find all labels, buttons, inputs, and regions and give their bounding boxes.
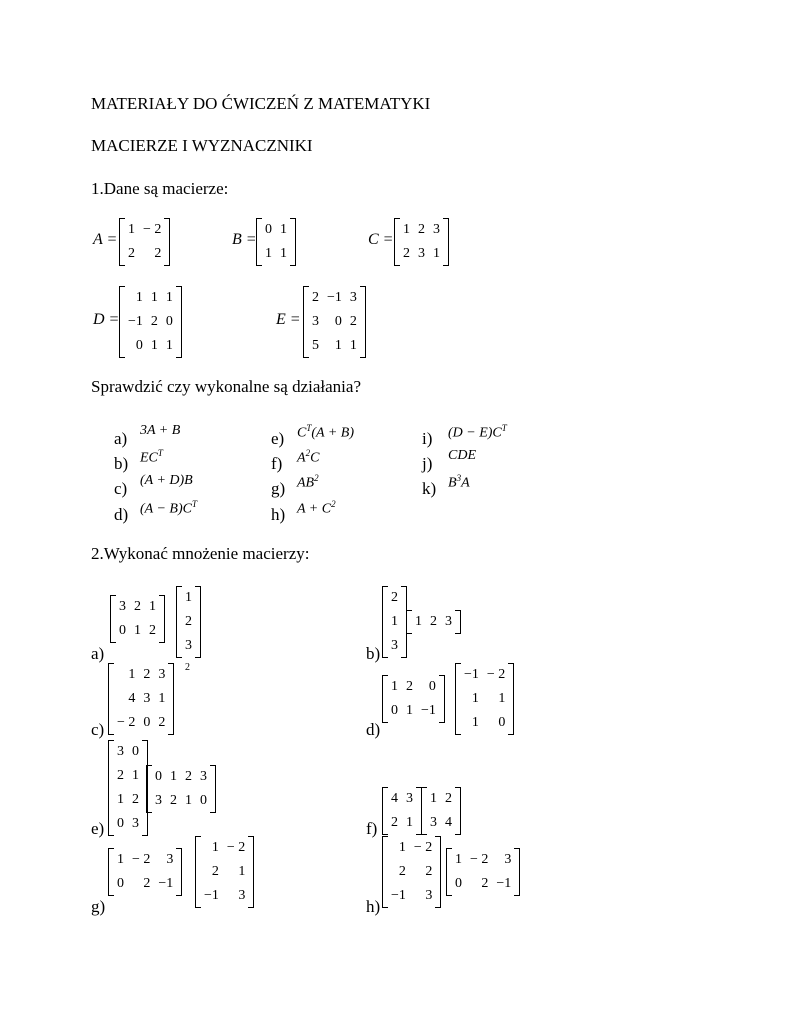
matrix-row <box>261 218 291 242</box>
matrix-row <box>181 610 196 634</box>
operation-label: d) <box>114 505 129 524</box>
matrix-cell: 2 <box>425 864 433 879</box>
product-label: b) <box>366 644 381 663</box>
matrix-cell: 3 <box>349 290 357 305</box>
matrix-row <box>124 242 165 266</box>
matrix-row <box>200 836 249 860</box>
matrix-cell: 2 <box>185 614 192 629</box>
matrix-cell: 2 <box>391 815 398 830</box>
right-bracket <box>514 848 520 896</box>
left-bracket <box>382 675 388 723</box>
section1-title: 1.Dane są macierze: <box>91 179 229 198</box>
matrix-cell: 1 <box>238 864 246 879</box>
matrix-row <box>387 610 402 634</box>
matrix-cell: 3 <box>504 852 512 867</box>
operation-superscript: 3 <box>456 473 462 483</box>
product-left-matrix <box>382 836 441 908</box>
matrix-cell: 2 <box>349 314 357 329</box>
matrix-cell: − 2 <box>486 667 506 682</box>
matrix-cell: 3 <box>200 769 207 784</box>
matrix-cell: 0 <box>117 876 124 891</box>
matrix-row <box>387 811 417 835</box>
operation-expression-main: CDE <box>448 448 476 463</box>
matrix-cell: 1 <box>471 691 479 706</box>
matrix-cell: 2 <box>132 792 139 807</box>
matrix-cell: 1 <box>391 679 398 694</box>
left-bracket <box>382 586 388 658</box>
matrix-cell: 1 <box>406 703 413 718</box>
product-label: h) <box>366 897 381 916</box>
matrix-row <box>308 310 361 334</box>
matrix-row <box>387 675 440 699</box>
matrix-cell: − 2 <box>226 840 246 855</box>
operation-label: b) <box>114 454 129 473</box>
right-bracket <box>508 663 514 735</box>
matrix-row <box>113 687 169 711</box>
left-bracket <box>382 787 388 835</box>
product-left-matrix <box>382 675 445 723</box>
product-left-matrix <box>108 848 182 896</box>
matrix-row <box>113 872 177 896</box>
right-bracket <box>455 610 461 634</box>
matrix-row <box>387 860 436 884</box>
matrix-b-name: B = <box>232 231 257 248</box>
matrix-cell: 1 <box>498 691 506 706</box>
operation-expression-main: 3A + B <box>140 423 181 438</box>
matrix-cell: 3 <box>445 614 452 629</box>
operation-superscript: T <box>501 423 507 433</box>
operation-expression-main: (D − E)C <box>448 425 502 441</box>
left-bracket <box>195 836 201 908</box>
matrix-cell: 2 <box>398 864 406 879</box>
matrix-cell: 1 <box>349 338 357 353</box>
matrix-cell: 3 <box>418 246 425 261</box>
matrix-cell: 2 <box>211 864 219 879</box>
left-bracket <box>110 595 116 643</box>
operation-label: c) <box>114 479 128 498</box>
left-bracket <box>406 610 412 634</box>
matrix-row <box>460 711 509 735</box>
left-bracket <box>108 740 114 836</box>
product-right-matrix <box>446 848 520 896</box>
operation-expression-tail: C <box>310 450 320 466</box>
matrix-cell: 1 <box>415 614 422 629</box>
right-bracket <box>439 675 445 723</box>
matrix-cell: 2 <box>185 769 192 784</box>
matrix-cell: 0 <box>428 679 436 694</box>
matrix-cell: 0 <box>165 314 173 329</box>
matrix-cell: 3 <box>185 638 192 653</box>
matrix-cell: 3 <box>391 638 398 653</box>
matrix-cell: 0 <box>391 703 398 718</box>
matrix-row <box>387 787 417 811</box>
matrix-cell: 1 <box>471 715 479 730</box>
operation-expression-main: AB <box>297 475 315 491</box>
matrix-cell: 1 <box>117 852 124 867</box>
matrix-row <box>124 334 177 358</box>
matrix-cell: 2 <box>154 246 162 261</box>
operation-superscript: T <box>306 423 312 433</box>
matrix-cell: 1 <box>170 769 177 784</box>
matrix-row <box>115 619 160 643</box>
operation-expression <box>448 449 476 463</box>
operation-superscript: 2 <box>305 448 311 458</box>
left-bracket <box>108 848 114 896</box>
matrix-row <box>426 811 456 835</box>
matrix-cell: 1 <box>132 768 139 783</box>
matrix-cell: 1 <box>150 290 158 305</box>
matrix-row <box>113 788 143 812</box>
matrix-cell: 0 <box>119 623 126 638</box>
operation-label: j) <box>422 454 433 473</box>
matrix-cell: 1 <box>128 222 135 237</box>
matrix-cell: − 2 <box>117 715 136 730</box>
matrix-cell: 3 <box>158 667 166 682</box>
matrix-cell: 1 <box>165 338 173 353</box>
matrix-e-name: E = <box>276 311 301 328</box>
matrix-cell: 3 <box>406 791 413 806</box>
right-bracket <box>443 218 449 266</box>
matrix-cell: 1 <box>280 222 287 237</box>
matrix-cell: 3 <box>425 888 433 903</box>
operation-expression-main: (A − B)C <box>140 501 192 517</box>
product-right-matrix <box>195 836 254 908</box>
matrix-row <box>181 586 196 610</box>
product-label: g) <box>91 897 106 916</box>
matrix-row <box>113 663 169 687</box>
matrix-cell: 1 <box>430 791 437 806</box>
operation-label: h) <box>271 505 286 524</box>
matrix-row <box>308 286 361 310</box>
matrix-cell: 1 <box>149 599 156 614</box>
product-left-matrix <box>108 740 148 836</box>
matrix-cell: 1 <box>185 590 192 605</box>
matrix-cell: 4 <box>128 691 136 706</box>
operation-expression <box>448 424 507 441</box>
matrix-e <box>303 286 366 358</box>
matrix-cell: 0 <box>334 314 342 329</box>
operation-expression <box>297 424 354 441</box>
matrix-cell: − 2 <box>143 222 162 237</box>
left-bracket <box>256 218 262 266</box>
product-right-matrix <box>406 610 461 634</box>
matrix-row <box>451 872 515 896</box>
operation-superscript: 2 <box>314 473 319 483</box>
matrix-cell: 2 <box>150 314 158 329</box>
product-label: f) <box>366 819 378 838</box>
operation-expression <box>448 474 470 491</box>
product-left-matrix <box>382 586 407 658</box>
matrix-cell: 1 <box>185 793 192 808</box>
right-bracket <box>210 765 216 813</box>
matrix-cell: 0 <box>143 715 151 730</box>
right-bracket <box>159 595 165 643</box>
matrix-d-name: D = <box>93 311 120 328</box>
left-bracket <box>382 836 388 908</box>
matrix-cell: 3 <box>430 815 437 830</box>
matrix-row <box>124 310 177 334</box>
matrix-cell: −1 <box>327 290 342 305</box>
matrix-a <box>119 218 170 266</box>
matrix-cell: 1 <box>150 338 158 353</box>
matrix-row <box>387 634 402 658</box>
right-bracket <box>164 218 170 266</box>
right-bracket <box>176 848 182 896</box>
matrix-cell: 3 <box>238 888 246 903</box>
product-right-matrix <box>146 765 216 813</box>
operation-expression <box>297 449 319 466</box>
operation-expression-main: A + C <box>297 501 332 517</box>
matrix-row <box>181 634 196 658</box>
matrix-cell: 2 <box>143 876 151 891</box>
matrix-row <box>387 884 436 908</box>
matrix-cell: 1 <box>165 290 173 305</box>
operation-expression <box>297 500 336 517</box>
matrix-cell: 2 <box>403 246 410 261</box>
matrix-cell: 0 <box>135 338 143 353</box>
matrix-c-name: C = <box>368 231 394 248</box>
matrix-cell: 1 <box>128 667 136 682</box>
product-right-matrix <box>421 787 461 835</box>
matrix-cell: 1 <box>391 614 398 629</box>
matrix-cell: 1 <box>455 852 462 867</box>
matrix-cell: −1 <box>421 703 436 718</box>
matrix-cell: 1 <box>211 840 219 855</box>
matrix-row <box>113 740 143 764</box>
operation-label: g) <box>271 479 286 498</box>
matrix-cell: 1 <box>117 792 124 807</box>
matrix-cell: 0 <box>498 715 506 730</box>
matrix-cell: 2 <box>445 791 452 806</box>
matrix-cell: 5 <box>312 338 319 353</box>
matrix-row <box>113 764 143 788</box>
matrix-cell: 0 <box>132 744 139 759</box>
matrix-cell: 3 <box>155 793 162 808</box>
matrix-cell: 2 <box>418 222 425 237</box>
operation-expression-main: A <box>297 450 306 466</box>
matrix-row <box>151 789 211 813</box>
matrix-cell: 3 <box>119 599 126 614</box>
matrix-cell: 3 <box>117 744 124 759</box>
matrix-cell: 1 <box>433 246 440 261</box>
matrix-cell: 3 <box>433 222 440 237</box>
matrix-cell: 4 <box>391 791 398 806</box>
right-bracket <box>248 836 254 908</box>
operation-expression-main: EC <box>140 450 158 466</box>
matrix-row <box>124 286 177 310</box>
operation-label: a) <box>114 429 128 448</box>
right-bracket <box>290 218 296 266</box>
operation-expression-main: (A + D)B <box>140 473 193 488</box>
matrix-cell: 1 <box>134 623 141 638</box>
matrix-cell: −1 <box>158 876 174 891</box>
product-left-matrix <box>110 595 165 643</box>
product-left-matrix <box>108 663 174 735</box>
matrix-row <box>387 699 440 723</box>
product-right-matrix <box>176 586 201 658</box>
matrix-row <box>411 610 456 634</box>
matrix-cell: 0 <box>117 816 124 831</box>
matrix-cell: 2 <box>143 667 151 682</box>
product-right-matrix <box>455 663 514 735</box>
matrix-power: 2 <box>185 662 190 673</box>
matrix-cell: −1 <box>204 888 219 903</box>
product-label: d) <box>366 720 381 739</box>
operation-expression-tail: (A + B) <box>311 425 354 441</box>
matrix-cell: 2 <box>406 679 413 694</box>
matrix-cell: 3 <box>166 852 174 867</box>
matrix-cell: 1 <box>280 246 287 261</box>
matrix-cell: 1 <box>334 338 342 353</box>
operation-expression-main: B <box>448 475 457 491</box>
left-bracket <box>119 218 125 266</box>
product-label: a) <box>91 644 105 663</box>
left-bracket <box>146 765 152 813</box>
operation-label: k) <box>422 479 437 498</box>
question-text: Sprawdzić czy wykonalne są działania? <box>91 377 361 396</box>
matrix-row <box>151 765 211 789</box>
matrix-cell: 2 <box>481 876 489 891</box>
matrix-row <box>460 687 509 711</box>
left-bracket <box>303 286 309 358</box>
document-heading: MATERIAŁY DO ĆWICZEŃ Z MATEMATYKI <box>91 94 431 113</box>
matrix-cell: 3 <box>132 816 139 831</box>
matrix-row <box>200 884 249 908</box>
matrix-cell: − 2 <box>413 840 433 855</box>
document-subheading: MACIERZE I WYZNACZNIKI <box>91 136 313 155</box>
left-bracket <box>455 663 461 735</box>
left-bracket <box>394 218 400 266</box>
matrix-row <box>200 860 249 884</box>
operation-label: i) <box>422 429 433 448</box>
matrix-cell: 3 <box>312 314 319 329</box>
right-bracket <box>168 663 174 735</box>
matrix-row <box>399 242 444 266</box>
matrix-cell: 3 <box>143 691 151 706</box>
matrix-row <box>399 218 444 242</box>
matrix-row <box>113 711 169 735</box>
left-bracket <box>421 787 427 835</box>
matrix-cell: −1 <box>128 314 143 329</box>
matrix-cell: 0 <box>455 876 462 891</box>
operation-expression <box>140 449 163 466</box>
right-bracket <box>360 286 366 358</box>
matrix-cell: 0 <box>155 769 162 784</box>
matrix-cell: 2 <box>170 793 177 808</box>
operation-expression <box>140 474 193 488</box>
matrix-cell: −1 <box>391 888 406 903</box>
matrix-cell: 1 <box>406 815 413 830</box>
matrix-cell: −1 <box>464 667 479 682</box>
matrix-cell: 2 <box>134 599 141 614</box>
matrix-c <box>394 218 449 266</box>
left-bracket <box>119 286 125 358</box>
operation-label: f) <box>271 454 283 473</box>
matrix-cell: 2 <box>391 590 398 605</box>
right-bracket <box>176 286 182 358</box>
matrix-cell: 1 <box>135 290 143 305</box>
matrix-row <box>387 586 402 610</box>
matrix-row <box>261 242 291 266</box>
matrix-cell: − 2 <box>470 852 489 867</box>
operation-label: e) <box>271 429 285 448</box>
product-label: e) <box>91 819 105 838</box>
operation-superscript: 2 <box>331 499 336 509</box>
operation-expression <box>140 424 180 438</box>
matrix-row <box>426 787 456 811</box>
matrix-cell: 1 <box>398 840 406 855</box>
matrix-row <box>308 334 361 358</box>
matrix-cell: 2 <box>312 290 319 305</box>
matrix-row <box>124 218 165 242</box>
matrix-cell: 4 <box>445 815 452 830</box>
matrix-row <box>451 848 515 872</box>
matrix-d <box>119 286 182 358</box>
matrix-cell: −1 <box>496 876 512 891</box>
matrix-b <box>256 218 296 266</box>
right-bracket <box>435 836 441 908</box>
right-bracket <box>455 787 461 835</box>
matrix-row <box>113 848 177 872</box>
matrix-row <box>387 836 436 860</box>
section2-title: 2.Wykonać mnożenie macierzy: <box>91 544 310 563</box>
matrix-row <box>113 812 143 836</box>
matrix-cell: 2 <box>430 614 437 629</box>
product-left-matrix <box>382 787 422 835</box>
left-bracket <box>446 848 452 896</box>
matrix-cell: 1 <box>265 246 272 261</box>
matrix-a-name: A = <box>93 231 118 248</box>
matrix-cell: 0 <box>265 222 272 237</box>
matrix-cell: 0 <box>200 793 207 808</box>
product-label: c) <box>91 720 105 739</box>
right-bracket <box>195 586 201 658</box>
matrix-cell: 2 <box>158 715 166 730</box>
operation-superscript: T <box>157 448 163 458</box>
matrix-row <box>460 663 509 687</box>
matrix-cell: 2 <box>149 623 156 638</box>
left-bracket <box>108 663 114 735</box>
left-bracket <box>176 586 182 658</box>
operation-expression-tail: A <box>461 475 470 491</box>
matrix-cell: 2 <box>117 768 124 783</box>
matrix-cell: 1 <box>158 691 166 706</box>
operation-expression-main: C <box>297 425 307 441</box>
matrix-row <box>115 595 160 619</box>
matrix-cell: 1 <box>403 222 410 237</box>
operation-expression <box>297 474 319 491</box>
matrix-cell: − 2 <box>132 852 151 867</box>
matrix-cell: 2 <box>128 246 135 261</box>
operation-expression <box>140 500 197 517</box>
operation-superscript: T <box>191 499 197 509</box>
